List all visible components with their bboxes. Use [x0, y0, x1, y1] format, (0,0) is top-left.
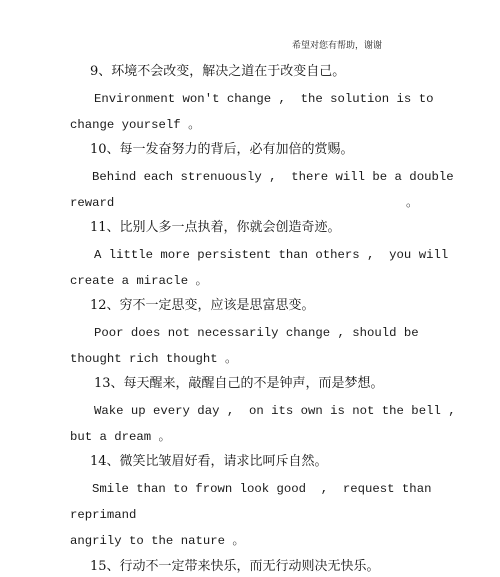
- quote-14-english-line-3: angrily to the nature 。: [70, 534, 245, 548]
- quote-14-english-line-1: Smile than to frown look good , request than: [92, 482, 432, 496]
- quote-11-chinese: 11、比别人多一点执着，你就会创造奇迹。: [90, 220, 341, 235]
- quote-13-chinese: 13、每天醒来，敲醒自己的不是钟声，而是梦想。: [94, 376, 384, 391]
- quote-9-chinese: 9、环境不会改变，解决之道在于改变自己。: [90, 64, 346, 79]
- quote-9-english-line-1: Environment won't change , the solution is to: [94, 92, 434, 106]
- quote-12-english-line-2: thought rich thought 。: [70, 352, 238, 366]
- quote-15-chinese: 15、行动不一定带来快乐，而无行动则决无快乐。: [90, 559, 380, 574]
- quote-14-english-line-2: reprimand: [70, 508, 137, 522]
- quote-14-chinese: 14、微笑比皱眉好看，请求比呵斥自然。: [90, 454, 328, 469]
- quote-11-english-line-1: A little more persistent than others , you will: [94, 248, 449, 262]
- quote-13-english-line-1: Wake up every day , on its own is not the bell ,: [94, 404, 456, 418]
- quote-10-english-period: 。: [406, 196, 419, 210]
- quote-10-english-line-1: Behind each strenuously , there will be a double: [92, 170, 454, 184]
- quote-11-english-line-2: create a miracle 。: [70, 274, 208, 288]
- quote-10-english-line-2: reward: [70, 196, 115, 210]
- quote-9-english-line-2: change yourself 。: [70, 118, 201, 132]
- quote-12-chinese: 12、穷不一定思变，应该是思富思变。: [90, 298, 315, 313]
- quote-10-chinese: 10、每一发奋努力的背后，必有加倍的赏赐。: [90, 142, 354, 157]
- quote-13-english-line-2: but a dream 。: [70, 430, 171, 444]
- page-header: 希望对您有帮助，谢谢: [292, 41, 383, 51]
- quote-12-english-line-1: Poor does not necessarily change , should be: [94, 326, 419, 340]
